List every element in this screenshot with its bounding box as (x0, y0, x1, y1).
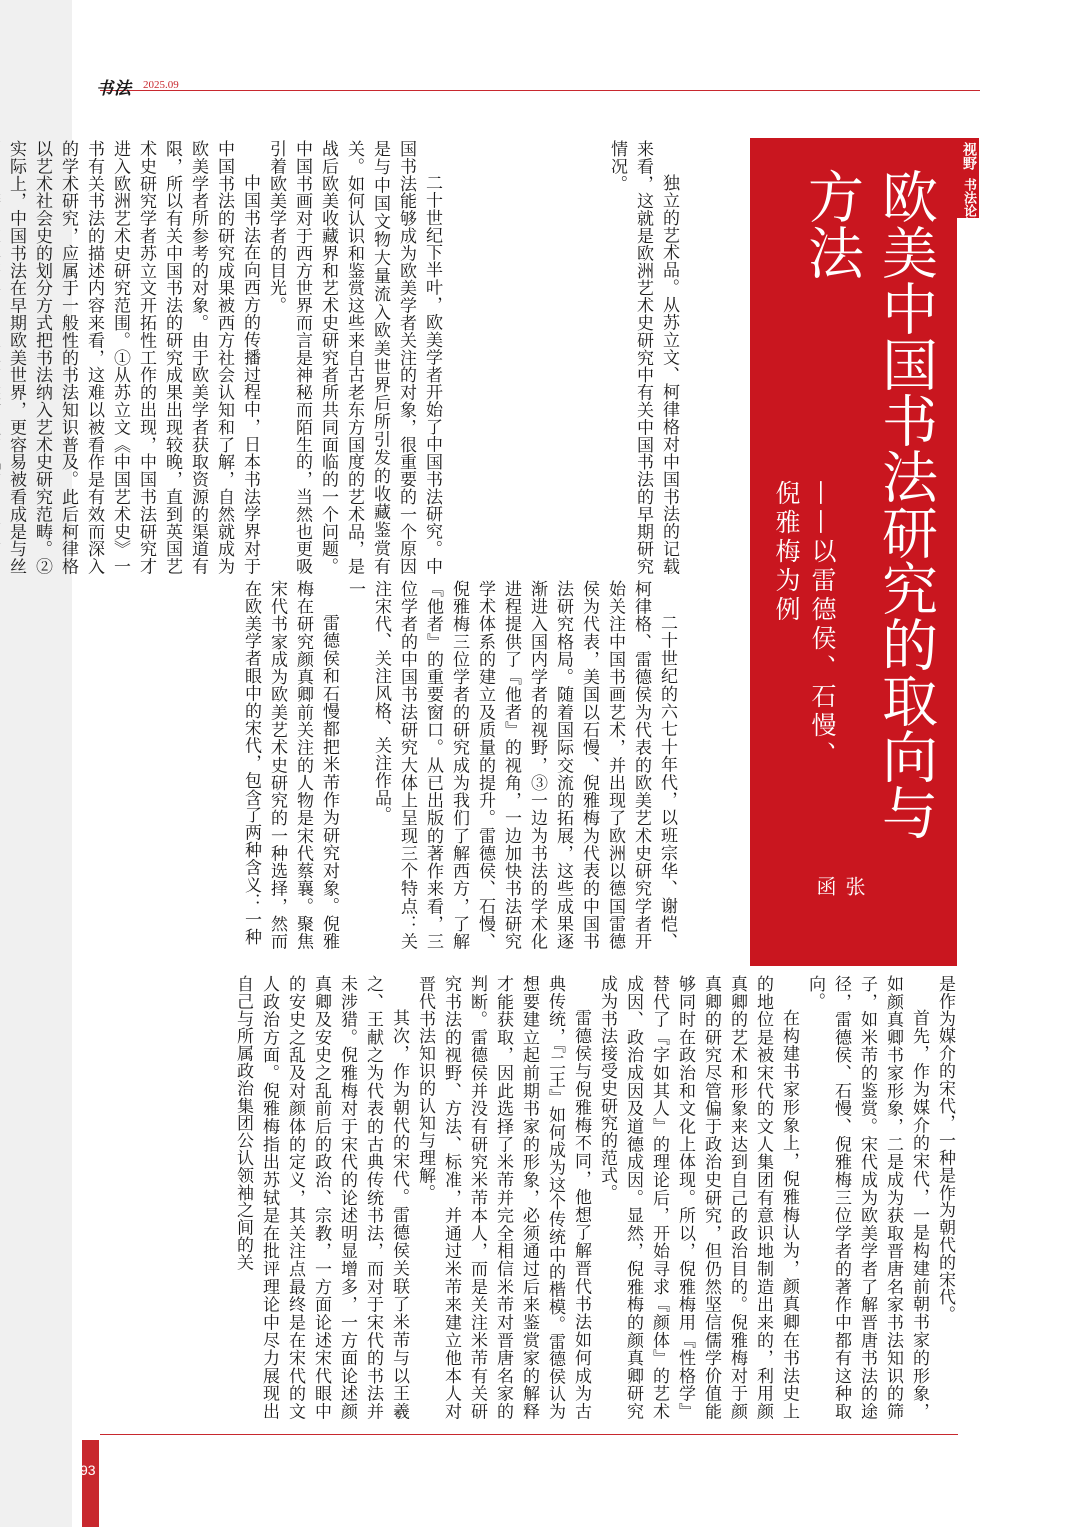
article-author: 张 函 (813, 876, 866, 912)
paragraph: 在构建书家形象上，倪雅梅认为，颜真卿在书法史上的地位是被宋代的文人集团有意识地制造出来的，利用颜真卿的艺术和形象来达到自己的政治目的。倪雅梅对于颜真卿的研究尽管偏于政治史研究，但仍然坚信儒学价值能够同时在政治和文化上体现。所以，倪雅梅用『性格学』替代了『字如其人』的理论后，开始寻求『颜体』的艺术成因、政治成因及道德成因。显然，倪雅梅的颜真卿研究成为书法接受史研究的范式。 (597, 975, 799, 1420)
paragraph: 中国书法在向西方的传播过程中，日本书法学界对于中国书法的研究成果被西方社会认知和了解，自然就成为欧美学者所参考的对象。由于欧美学者获取资源的渠道有限，所以有关中国书法的研究成果出现较晚，直到英国艺术史研究学者苏立文开拓性工作的出现，中国书法研究才进入欧洲艺术史研究范围。①从苏立文《中国艺术史》一书有关书法的描述内容来看，这难以被看作是有效而深入的学术研究，应属于一般性的书法知识普及。此后柯律格以艺术社会史的划分方式把书法纳入艺术史研究范畴。②实际上，中国书法在早期欧美世界，更容易被看成是与丝 (6, 140, 260, 575)
body-text-top-continued (452, 140, 682, 575)
article-title: 欧美中国书法研究的取向与方法 (799, 168, 938, 840)
paragraph: 其次，作为朝代的宋代。雷德侯关联了米芾与以王羲之、王献之为代表的古典传统书法，而对于宋代的书法并未涉猎。倪雅梅对于宋代的论述明显增多，一方面论述颜真卿及安史之乱前后的政治、宗教，一方面论述宋代眼中的安史之乱及对颜体的定义，其关注点最终是在宋代的文人政治方面。倪雅梅指出苏轼是在批评理论中尽力展现出自己与所属政治集团公认领袖之间的关 (233, 975, 409, 1420)
footer-rule (100, 1434, 958, 1435)
page-number: 93 (80, 1462, 96, 1478)
paragraph: 是作为媒介的宋代，一种是作为朝代的宋代。 (935, 975, 955, 1323)
article-subtitle: ——以雷德侯、石慢、倪雅梅为例 (772, 480, 837, 770)
header-rule (100, 90, 980, 91)
paragraph: 二十世纪下半叶，欧美学者开始了中国书法研究。中国书法能够成为欧美学者关注的对象，很重要的一个原因是与中国文物大量流入欧美世界后所引发的收藏鉴赏有关。如何认识和鉴赏这些来自古老东方国度的艺术品，是战后欧美收藏界和艺术史研究者所共同面临的一个问题。中国书画对于西方世界而言是神秘而陌生的，当然也更吸引着欧美学者的目光。 (266, 140, 442, 575)
body-text-middle (100, 580, 680, 950)
paragraph: 雷德侯和石慢都把米芾作为研究对象。倪雅梅在研究颜真卿前关注的人物是宋代蔡襄。聚焦宋代书家成为欧美艺术史研究的一种选择，然而在欧美学者眼中的宋代，包含了两种含义：一种 (241, 580, 339, 950)
section-tag-primary: 视野 (961, 142, 977, 170)
body-text-top (6, 140, 445, 575)
paragraph: 雷德侯与倪雅梅不同，他想了解晋代书法如何成为古典传统，『二王』如何成为这个传统中的楷模。雷德侯认为想要建立起前期书家的形象，必须通过后来鉴赏家的解释才能获取，因此选择了米芾并完全相信米芾对晋唐名家的判断。雷德侯并没有研究米芾本人，而是关注米芾有关研究书法的视野、方法、标准，并通过米芾来建立他本人对晋代书法知识的认知与理解。 (415, 975, 591, 1420)
section-tag-secondary: 书法论坛 (961, 178, 976, 230)
body-text-bottom (100, 975, 958, 1420)
paragraph: 首先，作为媒介的宋代，一是构建前朝书家的形象，如颜真卿书家形象，二是成为获取晋唐名家书法知识的筛子，如米芾的鉴赏。宋代成为欧美学者了解晋唐书法的途径，雷德侯、石慢、倪雅梅三位学者的著作中都有这种取向。 (805, 975, 929, 1420)
issue-date: 2025.09 (143, 79, 179, 91)
paragraph: 独立的艺术品。从苏立文、柯律格对中国书法的记载来看，这就是欧洲艺术史研究中有关中国书法的早期研究情况。 (607, 140, 679, 575)
page-number-tab (82, 1440, 99, 1527)
paragraph: 二十世纪的六七十年代，以班宗华、谢恺、柯律格、雷德侯为代表的欧美艺术史研究学者开始关注中国书画艺术，并出现了欧洲以德国雷德侯为代表，美国以石慢、倪雅梅为代表的中国书法研究格局。随着国际交流的拓展，这些成果逐渐进入国内学者的视野，③一边为书法的学术化进程提供了『他者』的视角，一边加快书法研究学术体系的建立及质量的提升。雷德侯、石慢、倪雅梅三位学者的研究成为我们了解西方，了解『他者』的重要窗口。从已出版的著作来看，三位学者的中国书法研究大体上呈现三个特点：关注宋代、关注风格、关注作品。 (371, 580, 677, 950)
magazine-logo: 书法 (96, 79, 132, 99)
section-number: 一 (345, 580, 365, 598)
